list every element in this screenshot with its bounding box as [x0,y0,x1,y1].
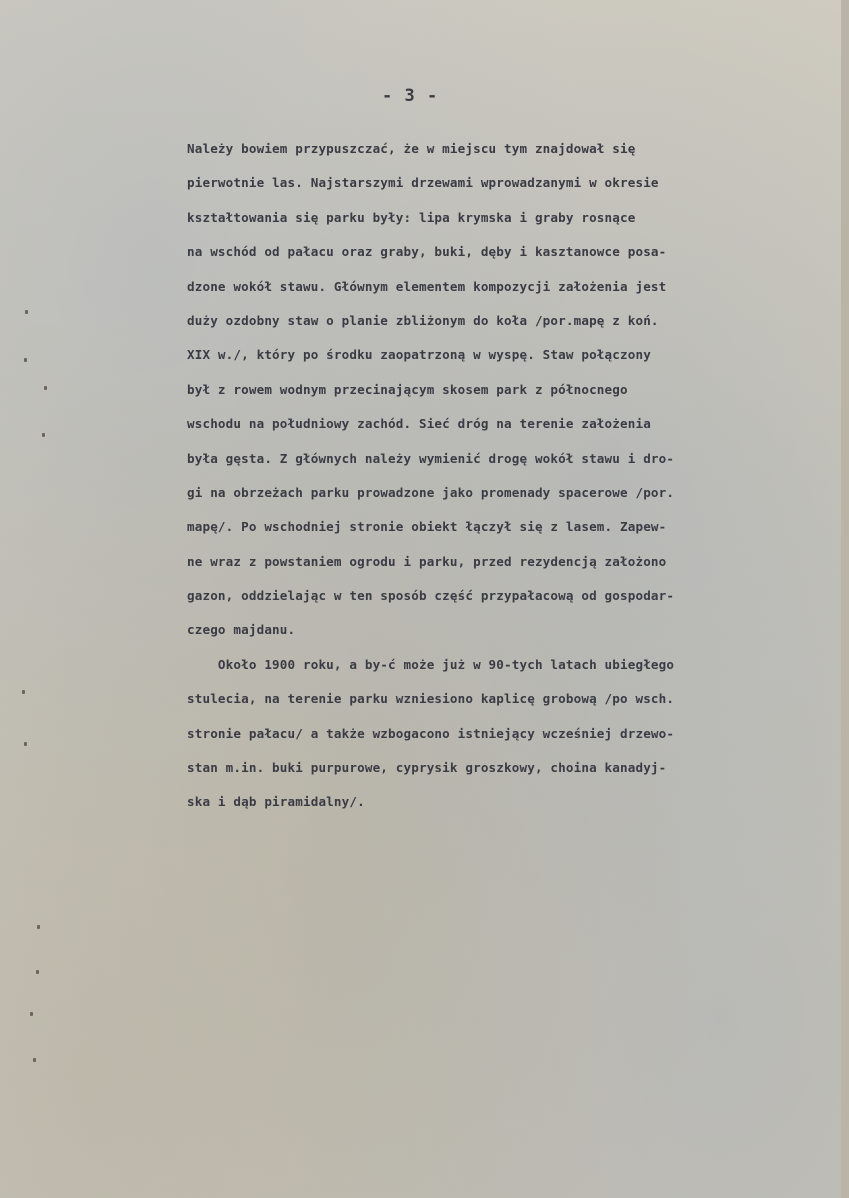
text-line: dzone wokół stawu. Głównym elementem kompozycji założenia jest [187,278,667,294]
text-line: stronie pałacu/ a także wzbogacono istniejący wcześniej drzewo- [187,725,675,741]
text-line: gazon, oddzielając w ten sposób część przypałacową od gospodar- [187,588,675,604]
body-text [187,132,837,820]
binding-hole-mark [24,742,27,746]
text-line: wschodu na południowy zachód. Sieć dróg na terenie założenia [187,416,651,432]
text-line: kształtowania się parku były: lipa krymska i graby rosnące [187,209,636,225]
text-line: mapę/. Po wschodniej stronie obiekt łączył się z lasem. Zapew- [187,519,667,535]
binding-hole-mark [44,386,47,390]
text-line: czego majdanu. [187,622,296,638]
text-line: była gęsta. Z głównych należy wymienić drogę wokół stawu i dro- [187,450,675,466]
text-line: ska i dąb piramidalny/. [187,794,365,810]
binding-hole-mark [42,433,45,437]
text-line: gi na obrzeżach parku prowadzone jako promenady spacerowe /por. [187,484,675,500]
text-line: ne wraz z powstaniem ogrodu i parku, przed rezydencją założono [187,553,667,569]
binding-hole-mark [30,1012,33,1016]
text-line: stulecia, na terenie parku wzniesiono kaplicę grobową /po wsch. [187,691,675,707]
text-line: na wschód od pałacu oraz graby, buki, dęby i kasztanowce posa- [187,244,667,260]
text-line: Około 1900 roku, a by-ć może już w 90-tych latach ubiegłego [187,656,675,672]
binding-hole-mark [22,690,25,694]
binding-hole-mark [36,970,39,974]
text-line: XIX w./, który po środku zaopatrzoną w wyspę. Staw połączony [187,347,651,363]
binding-hole-mark [33,1058,36,1062]
text-line: pierwotnie las. Najstarszymi drzewami wprowadzanymi w okresie [187,175,659,191]
text-line: duży ozdobny staw o planie zbliżonym do koła /por.mapę z koń. [187,312,659,328]
text-line: stan m.in. buki purpurowe, cyprysik groszkowy, choina kanadyj- [187,760,667,776]
binding-hole-mark [24,358,27,362]
binding-hole-mark [37,925,40,929]
paper-edge [841,0,849,1198]
binding-hole-mark [25,310,28,314]
text-line: Należy bowiem przypuszczać, że w miejscu tym znajdował się [187,141,636,156]
text-line: był z rowem wodnym przecinającym skosem park z północnego [187,381,628,397]
page-number: - 3 - [382,86,439,106]
